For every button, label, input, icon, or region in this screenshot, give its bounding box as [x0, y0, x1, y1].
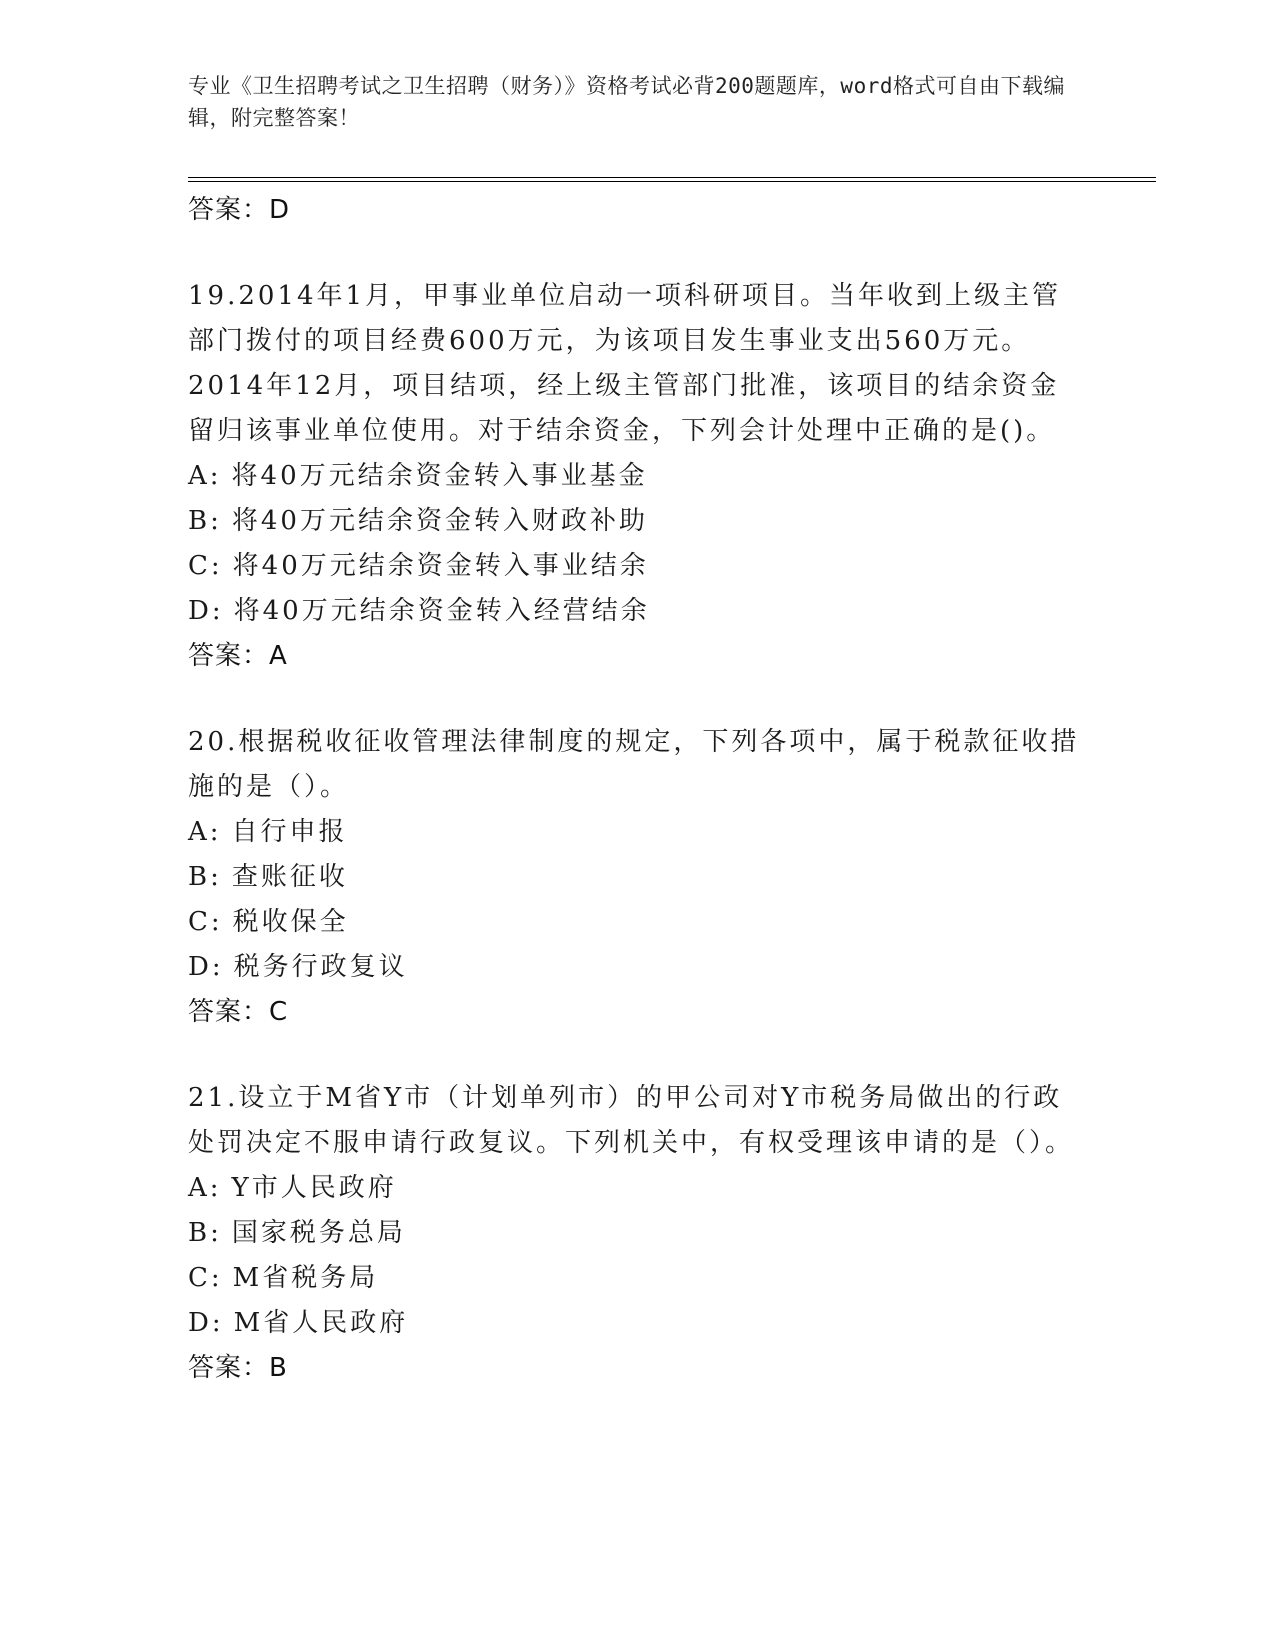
question-stem: 19.2014年1月，甲事业单位启动一项科研项目。当年收到上级主管部门拨付的项目经费600万元，为该项目发生事业支出560万元。2014年12月，项目结项，经上级主管部门批准，该项目的结余资金留归该事业单位使用。对于结余资金，下列会计处理中正确的是()。: [188, 281, 1062, 446]
option-b: [188, 855, 1088, 900]
option-text: M省人民政府: [233, 1308, 409, 1338]
question-stem: 21.设立于M省Y市（计划单列市）的甲公司对Y市税务局做出的行政处罚决定不服申请行政复议。下列机关中，有权受理该申请的是（）。: [188, 1083, 1075, 1158]
option-text: 将40万元结余资金转入事业基金: [231, 461, 648, 491]
option-key: A:: [188, 817, 222, 847]
option-b: [188, 499, 1088, 544]
question-19: [188, 274, 1088, 676]
option-a: [188, 810, 1088, 855]
header-double-rule: [188, 177, 1156, 182]
option-text: 税务行政复议: [233, 952, 408, 982]
question-stem: 20.根据税收征收管理法律制度的规定，下列各项中，属于税款征收措施的是（）。: [188, 727, 1080, 802]
option-a: [188, 1166, 1088, 1211]
option-key: B:: [188, 506, 222, 536]
option-d: [188, 945, 1088, 990]
option-key: D:: [188, 596, 224, 626]
option-text: 自行申报: [231, 817, 348, 847]
option-key: A:: [188, 1173, 222, 1203]
option-d: [188, 1301, 1088, 1346]
option-text: Y市人民政府: [231, 1173, 397, 1203]
option-key: C:: [188, 551, 223, 581]
option-text: M省税务局: [232, 1263, 379, 1293]
option-key: B:: [188, 862, 222, 892]
question-answer: 答案：B: [188, 1353, 288, 1383]
option-key: C:: [188, 907, 223, 937]
previous-answer: 答案：D: [188, 195, 291, 225]
question-20: [188, 720, 1088, 1032]
header-text: 专业《卫生招聘考试之卫生招聘（财务）》资格考试必背200题题库，word格式可自由下载编辑，附完整答案！: [188, 74, 1065, 130]
option-a: [188, 454, 1088, 499]
option-c: [188, 900, 1088, 945]
option-text: 将40万元结余资金转入财政补助: [231, 506, 648, 536]
option-text: 国家税务总局: [231, 1218, 406, 1248]
document-header: [188, 70, 1068, 134]
question-answer: 答案：A: [188, 641, 288, 671]
option-text: 将40万元结余资金转入事业结余: [232, 551, 649, 581]
option-key: C:: [188, 1263, 223, 1293]
option-key: A:: [188, 461, 222, 491]
option-key: D:: [188, 952, 224, 982]
question-answer: 答案：C: [188, 997, 289, 1027]
option-key: D:: [188, 1308, 224, 1338]
option-b: [188, 1211, 1088, 1256]
question-21: [188, 1076, 1088, 1388]
option-text: 税收保全: [232, 907, 349, 937]
option-text: 将40万元结余资金转入经营结余: [233, 596, 650, 626]
option-c: [188, 1256, 1088, 1301]
option-d: [188, 589, 1088, 634]
option-c: [188, 544, 1088, 589]
option-key: B:: [188, 1218, 222, 1248]
option-text: 查账征收: [231, 862, 348, 892]
question-list: [188, 190, 1088, 1388]
